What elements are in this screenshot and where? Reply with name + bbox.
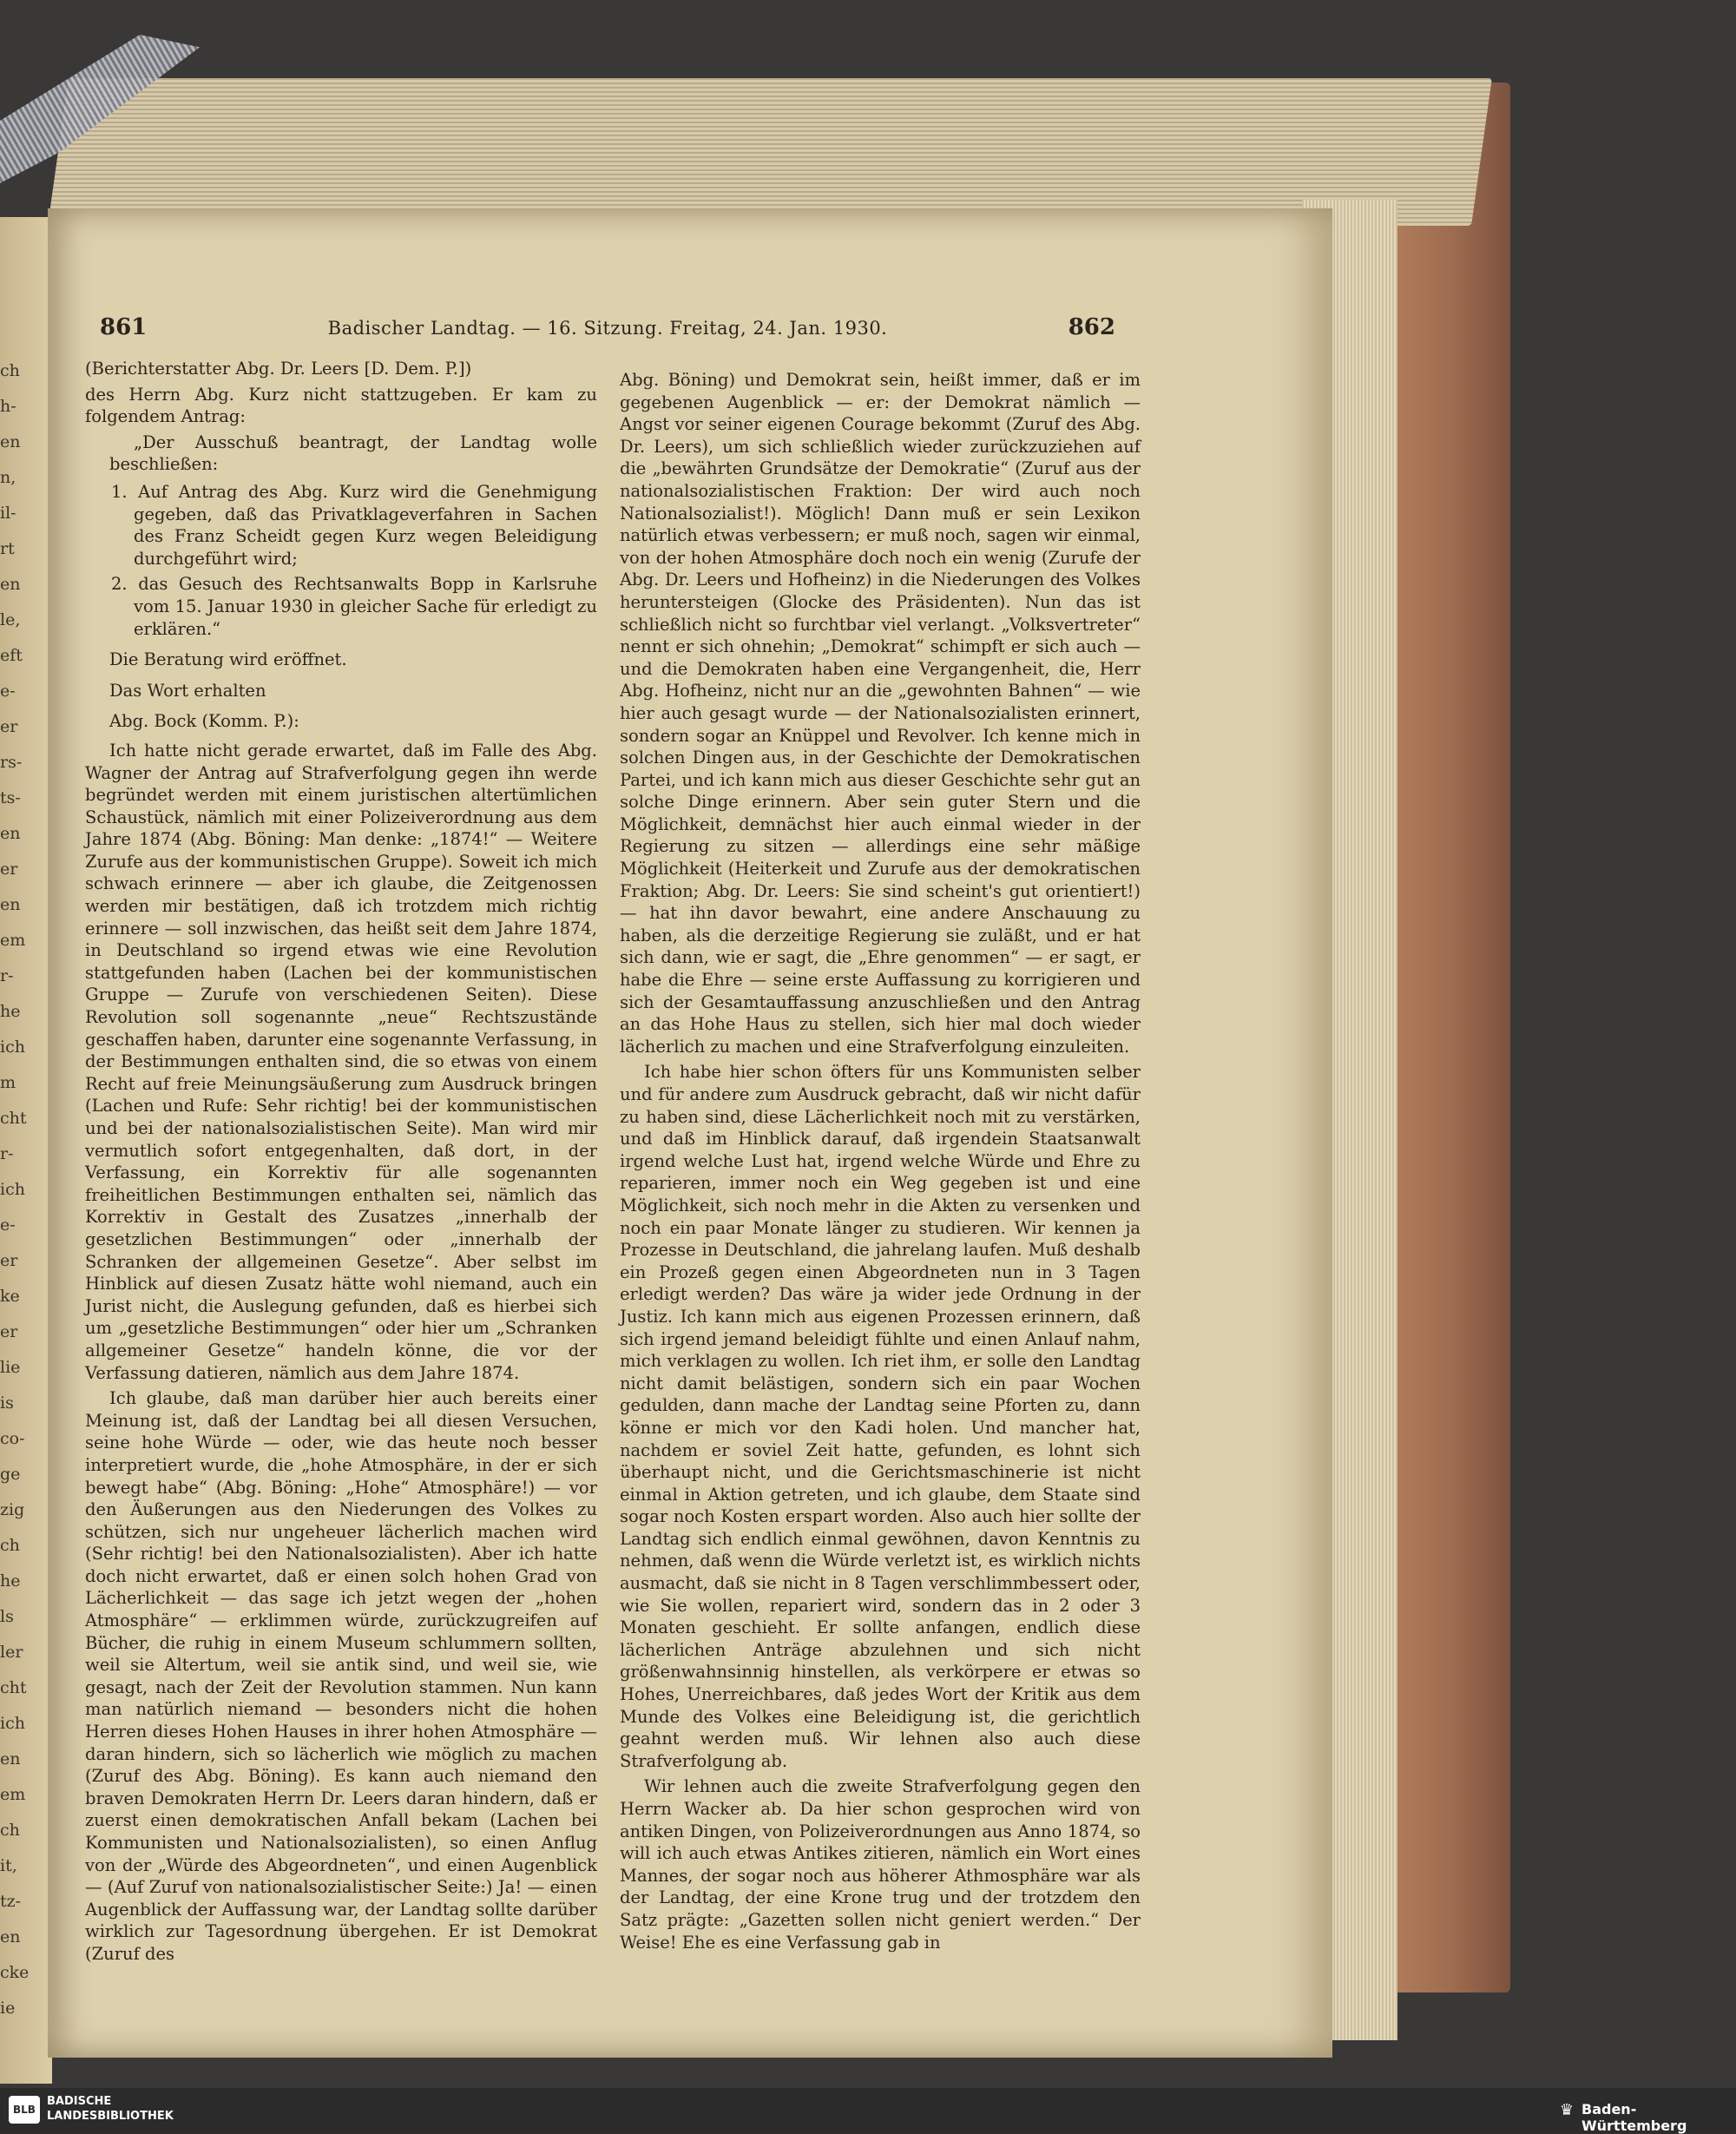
page-edges-top	[48, 78, 1492, 226]
left_column-paragraph: Die Beratung wird eröffnet.	[109, 649, 347, 670]
left_column-paragraph: Ich glaube, daß man darüber hier auch bereits einer Meinung ist, daß der Landtag bei all diesen Versuchen, seine hohe Würde — oder, wie das heute noch besser interpretiert wurde, die „hohe Atmosphäre, in der er sich bewegt habe“ (Abg. Böning: „Hohe“ Atmosphäre!) — vor den Äußerungen aus den Niederungen des Volkes zu schützen, sich nur ungeheuer lächerlich machen wird (Sehr richtig! bei den Nationalsozialisten). Aber ich hatte doch nicht erwartet, daß er einen solch hohen Grad von Lächerlichkeit — das sage ich jetzt wegen der „hohen Atmosphäre“ — erklimmen würde, zurückzugreifen auf Bücher, die ruhig in einem Museum schlummern sollten, weil sie Altertum, weil sie antik sind, und weil sie, wie gesagt, nach der Zeit der Revolution stammen. Nun kann man natürlich niemand — besonders nicht die hohen Herren dieses Hohen Hauses in ihrer hohen Atmosphäre — daran hindern, sich so lächerlich wie möglich zu machen (Zuruf des Abg. Böning). Es kann auch niemand den braven Demokraten Herrn Dr. Leers daran hindern, daß er zuerst einen demokratischen Anfall bekam (Lachen bei Kommunisten und Nationalsozialisten), so einen Anflug von der „Würde des Abgeordneten“, und einen Augenblick — (Auf Zuruf von nationalsozialistischer Seite:) Ja! — einen Augenblick der Auffassung war, der Landtag sollte darüber wirklich zur Tagesordnung übergehen. Er ist Demokrat (Zuruf des	[85, 1388, 597, 1964]
margin-fragment: eft	[0, 646, 23, 665]
margin-fragment: ch	[0, 1536, 20, 1555]
margin-fragment: ch	[0, 1821, 20, 1840]
left_column-paragraph: Ich hatte nicht gerade erwartet, daß im Falle des Abg. Wagner der Antrag auf Strafverfolgung gegen ihn werde begründet werden mit einem juristischen altertümlichen Schaustück, nämlich mit einer Polizeiverordnung aus dem Jahre 1874 (Abg. Böning: Man denke: „1874!“ — Weitere Zurufe aus der kommunistischen Gruppe). Soweit ich mich schwach erinnere — aber ich glaube, die Zeitgenossen werden mir bestätigen, daß ich trotzdem mich richtig erinnere — soll inzwischen, das heißt seit dem Jahre 1874, in Deutschland so irgend etwas wie eine Revolution stattgefunden haben (Lachen bei der kommunistischen Gruppe — Zurufe von verschiedenen Seiten). Diese Revolution soll sogenannte „neue“ Rechtszustände geschaffen haben, darunter eine sogenannte Verfassung, in der Bestimmungen enthalten sind, die so etwas von einem Recht auf freie Meinungsäußerung zum Ausdruck bringen (Lachen und Rufe: Sehr richtig! bei der kommunistischen und bei der nationalsozialistischen Seite). Man wird mir vermutlich sofort entgegenhalten, daß dort, in der Verfassung, ein Korrektiv für alle sogenannten freiheitlichen Bestimmungen enthalten sei, nämlich das Korrektiv in Gestalt des Zusatzes „innerhalb der gesetzlichen Bestimmungen“ oder „innerhalb der Schranken der allgemeinen Gesetze“. Aber selbst im Hinblick auf diesen Zusatz hätte wohl niemand, auch ein Jurist nicht, die Auslegung gefunden, daß es hierbei sich um „gesetzliche Bestimmungen“ oder hier um „Schranken allgemeiner Gesetze“ handeln könne, die vor der Verfassung datieren, nämlich aus dem Jahre 1874.	[85, 740, 597, 1383]
partner-name[interactable]: Baden-Württemberg	[1581, 2101, 1687, 2134]
margin-fragment: en	[0, 824, 21, 843]
left_column-paragraph: 2. das Gesuch des Rechtsanwalts Bopp in Karlsruhe vom 15. Januar 1930 in gleicher Sache für erledigt zu erklären.“	[111, 574, 597, 639]
right_column-paragraph: Abg. Böning) und Demokrat sein, heißt immer, daß er im gegebenen Augenblick — er: der Demokrat nämlich — Angst vor seiner eigenen Courage bekommt (Zuruf des Abg. Dr. Leers), um sich schließlich wieder zurückzuziehen auf die „bewährten Grundsätze der Demokratie“ (Zuruf aus der nationalsozialistischen Fraktion: Der wird auch noch Nationalsozialist!). Möglich! Dann muß er sein Lexikon natürlich etwas verbessern; er muß noch, sagen wir einmal, von der hohen Atmosphäre doch noch ein wenig (Zurufe der Abg. Dr. Leers und Hofheinz) in die Niederungen des Volkes heruntersteigen (Glocke des Präsidenten). Nun das ist schließlich nicht so furchtbar viel verlangt. „Volksvertreter“ nennt er sich ohnehin; „Demokrat“ schimpft er sich auch — und die Demokraten haben eine Vergangenheit, die, Herr Abg. Hofheinz, nicht nur an die „gewohnten Bahnen“ — wie hier auch gesagt wurde — der Nationalsozialisten erinnert, sondern sogar an Knüppel und Revolver. Ich kenne mich in solchen Dingen aus, in der Geschichte der Demokratischen Partei, und ich kann mich aus dieser Geschichte sehr gut an solche Dinge erinnern. Aber sein guter Stern und die Möglichkeit, demnächst hier auch einmal wieder in der Regierung zu sitzen — allerdings eine sehr mäßige Möglichkeit (Heiterkeit und Zurufe aus der demokratischen Fraktion; Abg. Dr. Leers: Sie sind scheint's gut orientiert!) — hat ihn davor bewahrt, eine andere Anschauung zu haben, als die derzeitige Regierung sie zuläßt, und er hat sich dann, wie er sagt, die „Ehre genommen“ — er sagt, er habe die Ehre — seine erste Auffassung zu korrigieren und sich der Gesamtauffassung anzuschließen und den Antrag an das Hohe Haus zu stellen, sich hier mal doch wieder lächerlich zu machen und eine Strafverfolgung einzuleiten.	[620, 370, 1141, 1057]
left_column-paragraph: „Der Ausschuß beantragt, der Landtag wolle beschließen:	[109, 431, 597, 475]
margin-fragment: er	[0, 1322, 18, 1341]
left_column-paragraph: des Herrn Abg. Kurz nicht stattzugeben. Er kam zu folgendem Antrag:	[85, 384, 597, 427]
margin-fragment: ge	[0, 1465, 21, 1484]
margin-fragment: he	[0, 1002, 21, 1021]
right_column-paragraph: Ich habe hier schon öfters für uns Kommunisten selber und für andere zum Ausdruck gebracht, daß wir nicht dafür zu haben sind, diese Lächerlichkeit noch mit zu verstärken, und daß im Hinblick darauf, daß irgendein Staatsanwalt irgend welche Lust hat, irgend welche Würde und Ehre zu reparieren, immer noch ein Weg gegeben ist und eine Möglichkeit, sich noch mehr in die Akten zu versenken und noch ein paar Monate länger zu studieren. Wir kennen ja Prozesse in Deutschland, die jahrelang laufen. Muß deshalb ein Prozeß gegen einen Abgeordneten nun in 3 Tagen erledigt werden? Das wäre ja wider jede Ordnung in der Justiz. Ich kann mich aus eigenen Prozessen erinnern, daß sich irgend jemand beleidigt fühlte und einen Anlauf nahm, mich verklagen zu wollen. Ich riet ihm, er solle den Landtag nicht damit belästigen, sondern sich ein paar Wochen gedulden, dann mache der Landtag seine Pforten zu, dann könne er mich vor den Kadi holen. Und mancher hat, nachdem er soviel Zeit hatte, gefunden, es lohnt sich überhaupt nicht, und die Gerichtsmaschinerie ist nicht einmal in Aktion getreten, und ich glaube, dem Staate sind sogar noch Kosten erspart worden. Also auch hier sollte der Landtag sich endlich einmal gewöhnen, davon Kenntnis zu nehmen, daß wenn die Würde verletzt ist, es wirklich nichts ausmacht, daß sie nicht in 8 Tagen verschlimmbessert oder, wie Sie wollen, repariert wird, sondern das in 2 oder 3 Monaten geschieht. Er sollte anfangen, endlich diese lächerlichen Anträge abzulehnen und sich nicht größenwahnsinnig hinstellen, als verkörpere er etwas so Hohes, Unerreichbares, daß jedes Wort der Kritik aus dem Munde des Volkes eine Beleidigung ist, die gerichtlich geahnt werden muß. Wir lehnen also auch diese Strafverfolgung ab.	[620, 1062, 1141, 1771]
margin-fragment: en	[0, 1927, 21, 1946]
left_column-paragraph: Abg. Bock (Komm. P.):	[109, 711, 299, 732]
margin-fragment: er	[0, 1251, 18, 1270]
margin-fragment: ich	[0, 1037, 25, 1057]
margin-fragment: e-	[0, 1215, 16, 1235]
left_column-paragraph: (Berichterstatter Abg. Dr. Leers [D. Dem. P.])	[85, 359, 472, 379]
left_column-paragraph: Das Wort erhalten	[109, 680, 266, 701]
margin-fragment: n,	[0, 468, 16, 487]
margin-fragment: cht	[0, 1678, 27, 1697]
margin-fragment: rt	[0, 539, 15, 558]
blb-logo[interactable]: BLB	[9, 2096, 40, 2124]
margin-fragment: r-	[0, 966, 14, 985]
text-column-left	[85, 358, 597, 1969]
margin-fragment: lie	[0, 1358, 21, 1377]
right_column-paragraph: Wir lehnen auch die zweite Strafverfolgung gegen den Herrn Wacker ab. Da hier schon gesprochen wird von antiken Dingen, von Polizeiverordnungen aus Anno 1874, so will ich auch etwas Antikes zitieren, nämlich ein Wort eines Mannes, der sogar noch aus höherer Athmosphäre war als der Landtag, der eine Krone trug und der trotzdem den Satz prägte: „Gazetten sollen nicht geniert werden.“ Der Weise! Ehe es eine Verfassung gab in	[620, 1776, 1141, 1953]
margin-fragment: er	[0, 860, 18, 879]
page-number-right: 862	[1068, 314, 1115, 340]
margin-fragment: ls	[0, 1607, 14, 1626]
margin-fragment: ich	[0, 1180, 25, 1199]
margin-fragment: h-	[0, 397, 16, 416]
margin-fragment: it,	[0, 1856, 17, 1875]
margin-fragment: en	[0, 1749, 21, 1768]
library-name-line2: LANDESBIBLIOTHEK	[47, 2110, 174, 2123]
margin-fragment: il-	[0, 504, 16, 523]
margin-fragment: le,	[0, 610, 21, 629]
margin-fragment: ie	[0, 1999, 16, 2018]
margin-fragment: cke	[0, 1963, 30, 1982]
margin-fragment: is	[0, 1393, 14, 1413]
margin-fragment: he	[0, 1571, 21, 1591]
margin-fragment: em	[0, 931, 26, 950]
margin-fragment: ich	[0, 1714, 25, 1733]
margin-fragment: ler	[0, 1643, 23, 1662]
lion-crest-icon: ♛	[1559, 2101, 1575, 2119]
margin-fragment: rs-	[0, 753, 23, 772]
margin-fragment: er	[0, 717, 18, 736]
text-column-right	[620, 369, 1141, 1957]
library-name-line1: BADISCHE	[47, 2095, 112, 2108]
margin-fragment: en	[0, 575, 21, 594]
margin-fragment: r-	[0, 1144, 14, 1163]
margin-fragment: en	[0, 895, 21, 914]
margin-fragment: ke	[0, 1287, 20, 1306]
page-number-left: 861	[100, 314, 148, 340]
library-name[interactable]	[47, 2094, 174, 2124]
margin-fragment: co-	[0, 1429, 25, 1448]
margin-fragment: zig	[0, 1500, 25, 1519]
margin-fragment: tz-	[0, 1892, 22, 1911]
margin-fragment: ch	[0, 361, 20, 380]
margin-fragment: m	[0, 1073, 16, 1092]
margin-fragment: cht	[0, 1109, 27, 1128]
margin-fragment: ts-	[0, 788, 21, 807]
left_column-paragraph: 1. Auf Antrag des Abg. Kurz wird die Genehmigung gegeben, daß das Privatklageverfahren in Sachen des Franz Scheidt gegen Kurz wegen Beleidigung durchgeführt wird;	[111, 481, 597, 569]
margin-fragment: e-	[0, 682, 16, 701]
viewer-footer	[0, 2088, 1736, 2131]
running-head: Badischer Landtag. — 16. Sitzung. Freitag, 24. Jan. 1930.	[327, 318, 888, 339]
page-header	[100, 314, 1115, 346]
margin-fragment: en	[0, 432, 21, 451]
margin-fragment: em	[0, 1785, 26, 1804]
